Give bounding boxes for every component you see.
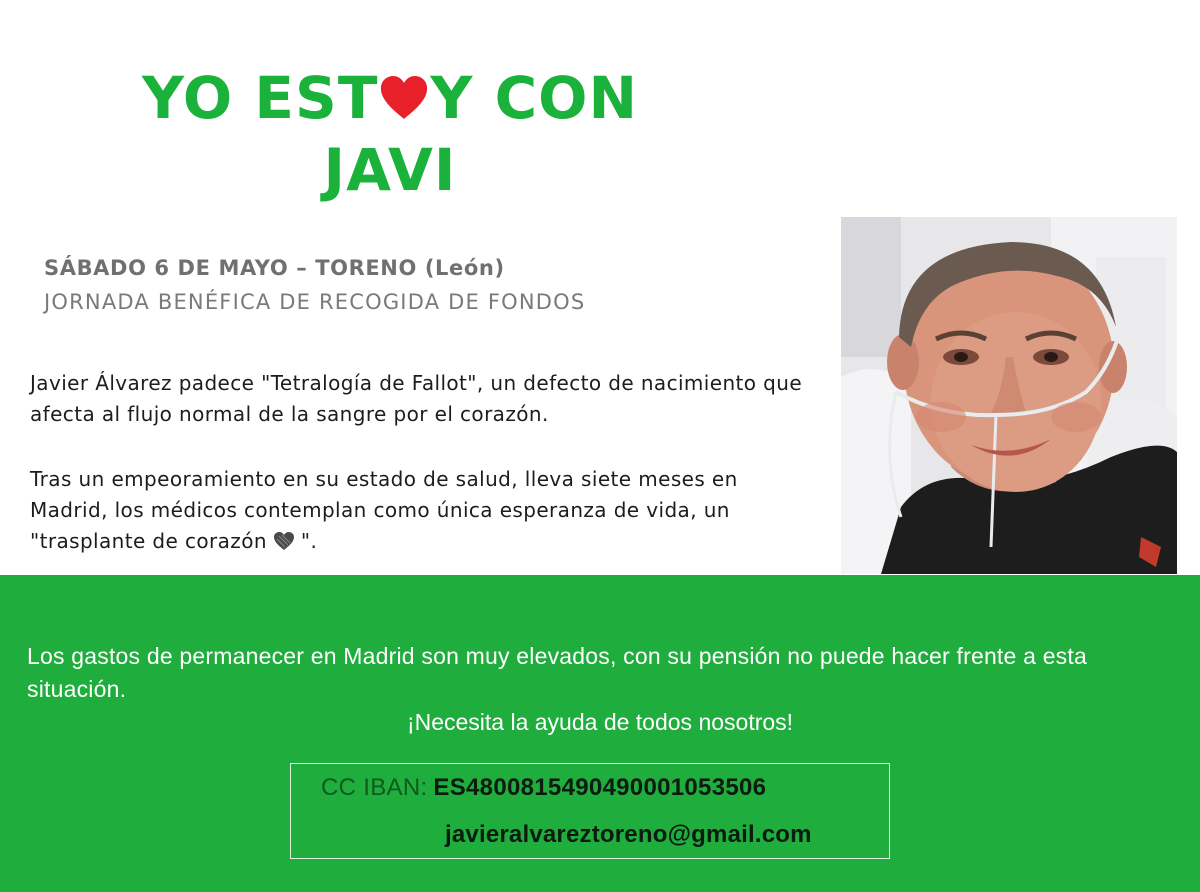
poster-title-line1 — [60, 66, 720, 130]
title-suffix: Y CON — [430, 64, 638, 132]
iban-label: CC IBAN: — [321, 774, 428, 801]
situation-paragraph — [30, 464, 820, 557]
condition-paragraph: Javier Álvarez padece "Tetralogía de Fallot", un defecto de nacimiento que afecta al flujo normal de la sangre por el corazón. — [30, 371, 803, 426]
call-to-action: ¡Necesita la ayuda de todos nosotros! — [406, 709, 794, 735]
grey-heart-icon — [273, 529, 295, 549]
poster-title-line2: JAVI — [323, 136, 457, 204]
situation-paragraph-text: Tras un empeoramiento en su estado de salud, lleva siete meses en Madrid, los médicos contemplan como única esperanza de vida, un "trasplante de corazón — [30, 467, 738, 553]
situation-paragraph-end: ". — [300, 529, 318, 553]
title-prefix: YO EST — [142, 64, 379, 132]
appeal-text: Los gastos de permanecer en Madrid son muy elevados, con su pensión no puede hacer frente a esta situación. — [27, 643, 1087, 702]
event-date-location: SÁBADO 6 DE MAYO – TORENO (León) — [44, 256, 505, 280]
red-heart-icon — [379, 74, 429, 122]
iban-row — [321, 774, 766, 802]
contact-email[interactable]: javieralvareztoreno@gmail.com — [445, 821, 812, 848]
event-subtitle: JORNADA BENÉFICA DE RECOGIDA DE FONDOS — [44, 290, 586, 314]
iban-value[interactable]: ES4800815490490001053506 — [433, 774, 767, 801]
person-photo — [841, 217, 1177, 574]
